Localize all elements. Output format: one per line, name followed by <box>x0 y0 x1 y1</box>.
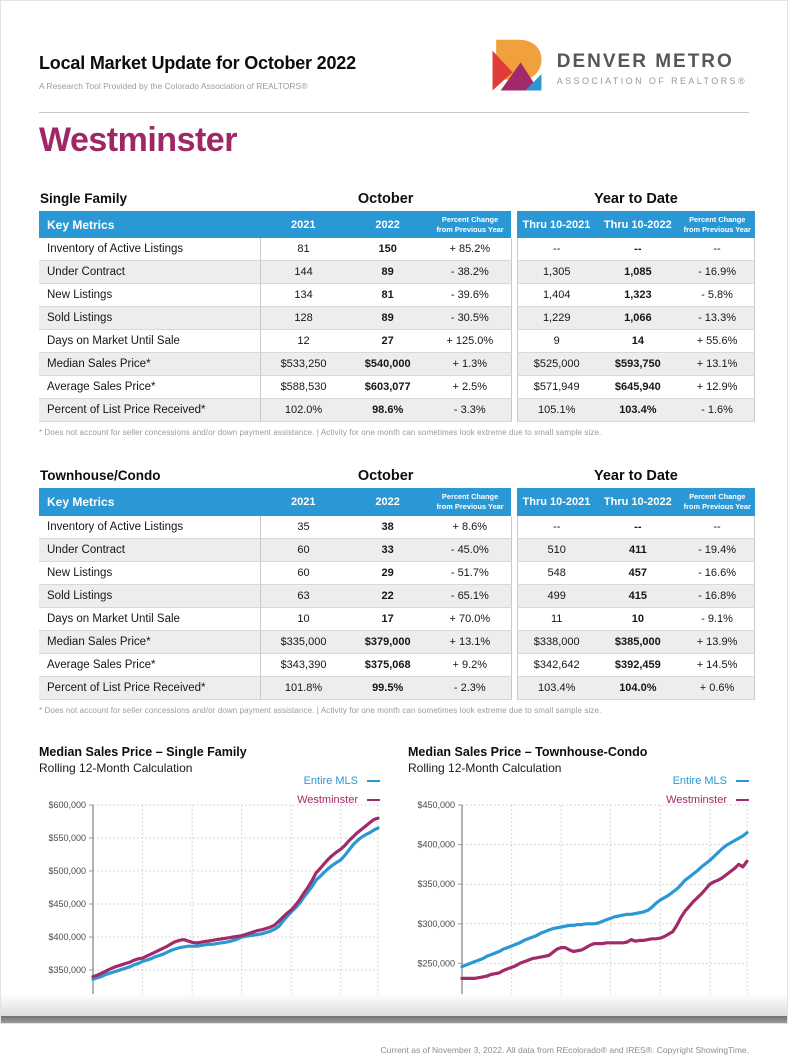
single-family-section <box>39 186 749 437</box>
value-ytd-2021: 1,305 <box>517 261 595 284</box>
value-oct-pct-change: + 8.6% <box>429 516 511 539</box>
value-ytd-pct-change: + 0.6% <box>680 676 754 699</box>
value-ytd-2021: 1,229 <box>517 307 595 330</box>
header <box>39 31 749 100</box>
value-oct-2022: $379,000 <box>346 630 428 653</box>
value-oct-2022: 150 <box>346 238 428 261</box>
table-row <box>39 284 755 307</box>
value-ytd-2021: 548 <box>517 561 595 584</box>
metric-label: New Listings <box>39 561 260 584</box>
value-ytd-pct-change: + 14.5% <box>680 653 754 676</box>
metric-label: Days on Market Until Sale <box>39 330 260 353</box>
value-ytd-2021: 9 <box>517 330 595 353</box>
value-ytd-2021: 499 <box>517 584 595 607</box>
value-ytd-pct-change: + 13.9% <box>680 630 754 653</box>
value-ytd-pct-change: - 16.8% <box>680 584 754 607</box>
legend-line-swatch <box>367 799 380 801</box>
key-metrics-header: Key Metrics <box>39 488 260 515</box>
value-oct-2022: 99.5% <box>346 676 428 699</box>
table-row <box>39 538 755 561</box>
value-oct-2021: 101.8% <box>260 676 346 699</box>
value-oct-pct-change: - 45.0% <box>429 538 511 561</box>
value-oct-2022: 89 <box>346 261 428 284</box>
value-ytd-2022: 411 <box>596 538 680 561</box>
chart-legend <box>666 772 749 811</box>
table-row <box>39 653 755 676</box>
table-row <box>39 376 755 399</box>
col-header-thru-2022: Thru 10-2022 <box>596 488 680 515</box>
value-oct-2021: $588,530 <box>260 376 346 399</box>
table-footnote: * Does not account for seller concessions and/or down payment assistance. | Activity for one month can sometimes look extreme due to small sample size. <box>39 428 602 438</box>
value-ytd-pct-change: + 13.1% <box>680 353 754 376</box>
value-ytd-2021: $338,000 <box>517 630 595 653</box>
value-ytd-pct-change: -- <box>680 238 754 261</box>
metric-label: Under Contract <box>39 538 260 561</box>
col-header-pct-change: Percent Change from Previous Year <box>429 211 511 238</box>
value-ytd-2022: 1,323 <box>596 284 680 307</box>
table-row <box>39 353 755 376</box>
group-header-ytd: Year to Date <box>517 186 754 211</box>
value-ytd-2022: 14 <box>596 330 680 353</box>
value-oct-2022: 38 <box>346 516 428 539</box>
value-ytd-pct-change: -- <box>680 516 754 539</box>
area-title: Westminster <box>39 121 237 159</box>
value-oct-2022: 89 <box>346 307 428 330</box>
value-oct-pct-change: + 2.5% <box>429 376 511 399</box>
dmar-logo-icon <box>488 37 546 100</box>
svg-text:$600,000: $600,000 <box>48 799 86 810</box>
table-row <box>39 584 755 607</box>
table-row <box>39 307 755 330</box>
value-ytd-pct-change: + 12.9% <box>680 376 754 399</box>
value-oct-pct-change: - 30.5% <box>429 307 511 330</box>
value-oct-2022: 29 <box>346 561 428 584</box>
value-ytd-2022: 103.4% <box>596 399 680 422</box>
metric-label: Sold Listings <box>39 584 260 607</box>
col-header-2021: 2021 <box>260 488 346 515</box>
value-oct-2021: 81 <box>260 238 346 261</box>
townhouse-condo-section <box>39 463 749 714</box>
value-ytd-pct-change: - 16.6% <box>680 561 754 584</box>
col-header-pct-change: Percent Change from Previous Year <box>680 211 754 238</box>
value-oct-2021: 134 <box>260 284 346 307</box>
value-ytd-2022: 415 <box>596 584 680 607</box>
page-bottom-shadow <box>1 994 787 1016</box>
group-header-october: October <box>260 186 511 211</box>
table-row <box>39 330 755 353</box>
metric-label: Sold Listings <box>39 307 260 330</box>
value-oct-pct-change: - 51.7% <box>429 561 511 584</box>
chart-subtitle: Rolling 12-Month Calculation <box>408 760 562 775</box>
value-oct-pct-change: - 39.6% <box>429 284 511 307</box>
svg-text:$450,000: $450,000 <box>417 799 455 810</box>
table-row <box>39 561 755 584</box>
value-oct-2022: 81 <box>346 284 428 307</box>
value-ytd-2022: 457 <box>596 561 680 584</box>
value-ytd-2021: $525,000 <box>517 353 595 376</box>
page-footer: Current as of November 3, 2022. All data from REcolorado® and IRES®. Copyright ShowingTime. <box>380 1044 749 1055</box>
svg-text:$450,000: $450,000 <box>48 898 86 909</box>
value-oct-2021: $533,250 <box>260 353 346 376</box>
metric-label: Average Sales Price* <box>39 376 260 399</box>
logo-name: DENVER METRO <box>556 51 734 72</box>
value-oct-2021: 60 <box>260 538 346 561</box>
value-oct-2021: 10 <box>260 607 346 630</box>
table-row <box>39 516 755 539</box>
section-title: Single Family <box>39 186 260 211</box>
value-ytd-2022: 10 <box>596 607 680 630</box>
table-row <box>39 238 755 261</box>
chart-townhouse-condo <box>408 745 755 1029</box>
legend-line-swatch <box>736 799 749 801</box>
chart-legend <box>297 772 380 811</box>
value-oct-pct-change: + 70.0% <box>429 607 511 630</box>
key-metrics-header: Key Metrics <box>39 211 260 238</box>
metric-label: Percent of List Price Received* <box>39 399 260 422</box>
value-ytd-2021: $571,949 <box>517 376 595 399</box>
value-oct-pct-change: + 13.1% <box>429 630 511 653</box>
value-ytd-2022: -- <box>596 238 680 261</box>
value-ytd-2022: 104.0% <box>596 676 680 699</box>
col-header-2022: 2022 <box>346 211 428 238</box>
value-oct-2022: $603,077 <box>346 376 428 399</box>
legend-westminster: Westminster <box>297 791 380 810</box>
col-header-pct-change: Percent Change from Previous Year <box>429 488 511 515</box>
table-row <box>39 607 755 630</box>
group-header-ytd: Year to Date <box>517 463 754 488</box>
metric-label: Percent of List Price Received* <box>39 676 260 699</box>
value-oct-pct-change: - 3.3% <box>429 399 511 422</box>
value-oct-2021: $343,390 <box>260 653 346 676</box>
value-ytd-pct-change: - 9.1% <box>680 607 754 630</box>
value-oct-pct-change: + 85.2% <box>429 238 511 261</box>
svg-text:$350,000: $350,000 <box>417 878 455 889</box>
value-ytd-2022: $392,459 <box>596 653 680 676</box>
value-oct-2022: 27 <box>346 330 428 353</box>
svg-text:$400,000: $400,000 <box>48 931 86 942</box>
value-ytd-2021: 1,404 <box>517 284 595 307</box>
value-oct-2022: $375,068 <box>346 653 428 676</box>
value-oct-2022: 22 <box>346 584 428 607</box>
metric-label: New Listings <box>39 284 260 307</box>
value-ytd-pct-change: - 1.6% <box>680 399 754 422</box>
value-ytd-pct-change: - 16.9% <box>680 261 754 284</box>
value-ytd-2022: 1,085 <box>596 261 680 284</box>
value-ytd-pct-change: - 13.3% <box>680 307 754 330</box>
value-ytd-2021: 105.1% <box>517 399 595 422</box>
metric-label: Median Sales Price* <box>39 630 260 653</box>
chart-subtitle: Rolling 12-Month Calculation <box>39 760 193 775</box>
legend-westminster: Westminster <box>666 791 749 810</box>
metric-label: Average Sales Price* <box>39 653 260 676</box>
charts-row <box>39 745 749 1029</box>
value-oct-2022: 98.6% <box>346 399 428 422</box>
col-header-thru-2022: Thru 10-2022 <box>596 211 680 238</box>
value-ytd-2021: 11 <box>517 607 595 630</box>
value-oct-pct-change: + 125.0% <box>429 330 511 353</box>
value-oct-pct-change: - 2.3% <box>429 676 511 699</box>
svg-text:$350,000: $350,000 <box>48 964 86 975</box>
legend-entire-mls: Entire MLS <box>666 772 749 791</box>
page-title: Local Market Update for October 2022 <box>39 53 356 73</box>
value-oct-pct-change: - 38.2% <box>429 261 511 284</box>
metric-label: Inventory of Active Listings <box>39 516 260 539</box>
page-bottom-edge <box>1 1016 787 1023</box>
value-ytd-pct-change: - 5.8% <box>680 284 754 307</box>
table-row <box>39 261 755 284</box>
col-header-2021: 2021 <box>260 211 346 238</box>
value-oct-2021: 128 <box>260 307 346 330</box>
col-header-thru-2021: Thru 10-2021 <box>517 211 595 238</box>
table-footnote: * Does not account for seller concessions and/or down payment assistance. | Activity for one month can sometimes look extreme due to small sample size. <box>39 705 602 715</box>
value-oct-2022: 33 <box>346 538 428 561</box>
chart-title: Median Sales Price – Single Family <box>39 744 247 759</box>
col-header-2022: 2022 <box>346 488 428 515</box>
value-oct-2021: 102.0% <box>260 399 346 422</box>
col-header-thru-2021: Thru 10-2021 <box>517 488 595 515</box>
single-family-table <box>39 186 755 422</box>
col-header-pct-change: Percent Change from Previous Year <box>680 488 754 515</box>
value-oct-pct-change: + 1.3% <box>429 353 511 376</box>
header-divider <box>39 112 749 113</box>
value-oct-2021: 12 <box>260 330 346 353</box>
legend-line-swatch <box>736 780 749 782</box>
value-ytd-2022: -- <box>596 516 680 539</box>
value-oct-2021: $335,000 <box>260 630 346 653</box>
value-ytd-2021: -- <box>517 238 595 261</box>
value-oct-pct-change: + 9.2% <box>429 653 511 676</box>
value-ytd-2021: -- <box>517 516 595 539</box>
chart-title: Median Sales Price – Townhouse-Condo <box>408 744 648 759</box>
svg-text:$250,000: $250,000 <box>417 957 455 968</box>
svg-text:$400,000: $400,000 <box>417 839 455 850</box>
metric-label: Inventory of Active Listings <box>39 238 260 261</box>
value-oct-2022: 17 <box>346 607 428 630</box>
table-row <box>39 399 755 422</box>
value-ytd-2022: $593,750 <box>596 353 680 376</box>
value-oct-2022: $540,000 <box>346 353 428 376</box>
table-row <box>39 676 755 699</box>
value-ytd-2021: $342,642 <box>517 653 595 676</box>
value-ytd-pct-change: + 55.6% <box>680 330 754 353</box>
value-oct-2021: 63 <box>260 584 346 607</box>
legend-line-swatch <box>367 780 380 782</box>
table-row <box>39 630 755 653</box>
group-header-october: October <box>260 463 511 488</box>
value-ytd-2022: $645,940 <box>596 376 680 399</box>
logo-tagline: ASSOCIATION OF REALTORS® <box>556 76 747 86</box>
townhouse-condo-table <box>39 463 755 699</box>
value-oct-2021: 35 <box>260 516 346 539</box>
svg-text:$500,000: $500,000 <box>48 865 86 876</box>
page-subtitle: A Research Tool Provided by the Colorado Association of REALTORS® <box>39 81 308 91</box>
value-ytd-2021: 510 <box>517 538 595 561</box>
value-ytd-2021: 103.4% <box>517 676 595 699</box>
value-ytd-2022: $385,000 <box>596 630 680 653</box>
value-oct-pct-change: - 65.1% <box>429 584 511 607</box>
legend-entire-mls: Entire MLS <box>297 772 380 791</box>
value-oct-2021: 144 <box>260 261 346 284</box>
metric-label: Under Contract <box>39 261 260 284</box>
metric-label: Days on Market Until Sale <box>39 607 260 630</box>
svg-text:$550,000: $550,000 <box>48 832 86 843</box>
value-ytd-2022: 1,066 <box>596 307 680 330</box>
metric-label: Median Sales Price* <box>39 353 260 376</box>
value-oct-2021: 60 <box>260 561 346 584</box>
svg-text:$300,000: $300,000 <box>417 918 455 929</box>
value-ytd-pct-change: - 19.4% <box>680 538 754 561</box>
section-title: Townhouse/Condo <box>39 463 260 488</box>
chart-single-family <box>39 745 386 1029</box>
dmar-logo <box>488 31 749 100</box>
